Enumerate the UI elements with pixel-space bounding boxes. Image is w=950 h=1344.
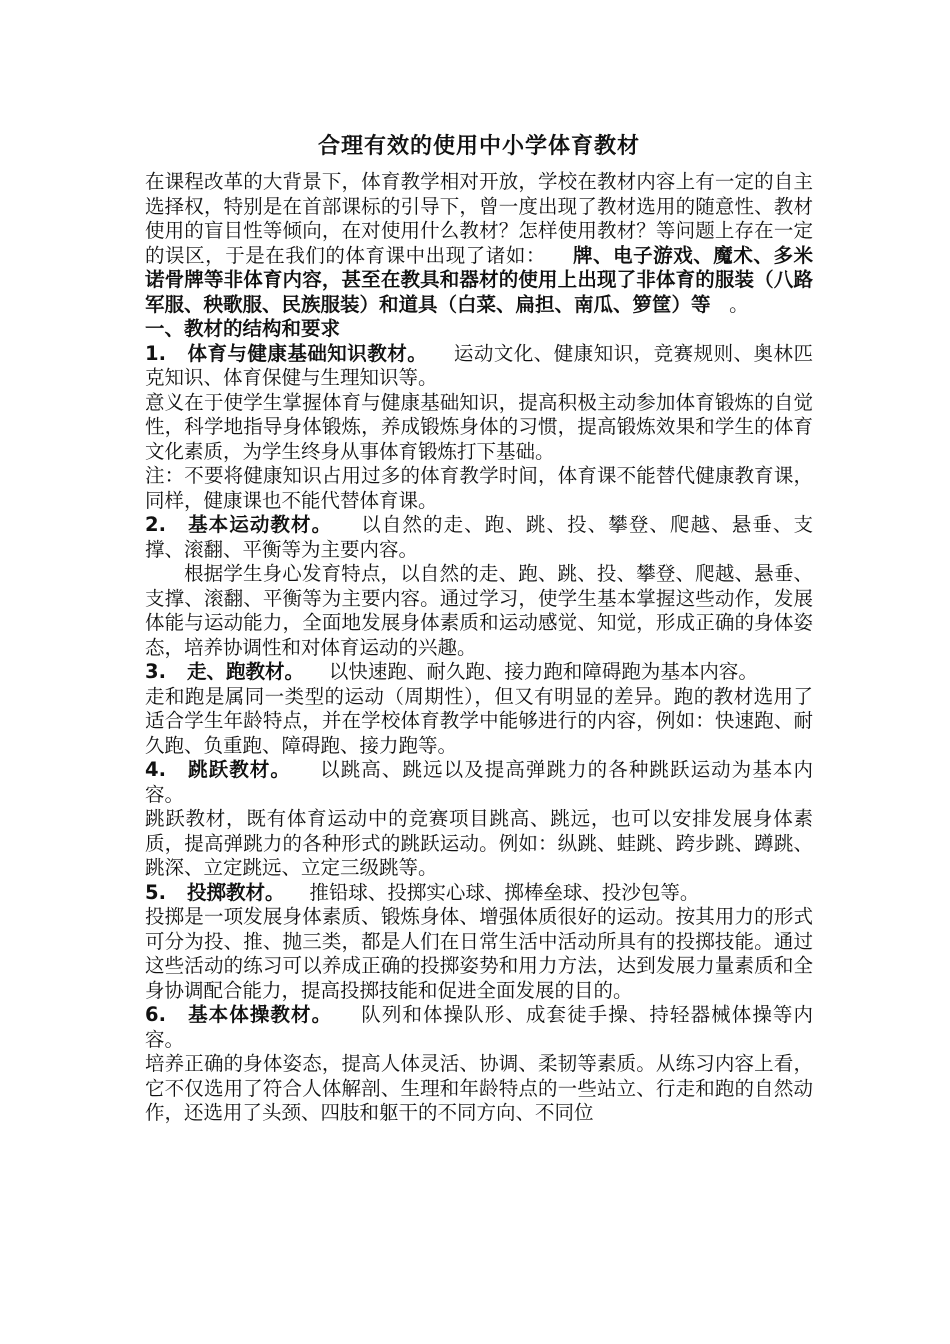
item-summary: 运动文化、健康知识，竞赛规则、奥林匹克知识、体育保健与生理知识等。 bbox=[145, 341, 813, 389]
item-number: 3. bbox=[145, 660, 166, 683]
item-summary: 队列和体操队形、成套徒手操、持轻器械体操等内容。 bbox=[145, 1003, 813, 1051]
intro-end: 。 bbox=[729, 292, 749, 316]
item-number: 4. bbox=[145, 758, 166, 781]
item-heading: 跳跃教材。 bbox=[187, 758, 291, 781]
document-page bbox=[145, 132, 813, 1126]
item-paragraph: 根据学生身心发育特点，以自然的走、跑、跳、投、攀登、爬越、悬垂、支撑、滚翻、平衡等为主要内容。通过学习，使学生基本掌握这些动作，发展体能与运动能力，全面地发展身体素质和运动感觉、知觉，形成正确的身体姿态，培养协调性和对体育运动的兴趣。 bbox=[145, 562, 813, 659]
item-number: 1. bbox=[145, 341, 166, 365]
document-title: 合理有效的使用中小学体育教材 bbox=[317, 134, 640, 159]
item-paragraph: 走和跑是属同一类型的运动（周期性），但又有明显的差异。跑的教材选用了适合学生年龄特点，并在学校体育教学中能够进行的内容，例如：快速跑、耐久跑、负重跑、障碍跑、接力跑等。 bbox=[145, 684, 813, 757]
intro-text: 在课程改革的大背景下，体育教学相对开放，学校在教材内容上有一定的自主选择权，特别是在首部课标的引导下，曾一度出现了教材选用的随意性、教材使用的盲目性等倾向，在对使用什么教材？怎样使用教材？等问题上存在一定的误区，于是在我们的体育课中出现了诸如： bbox=[145, 170, 813, 267]
item-paragraph: 意义在于使学生掌握体育与健康基础知识，提高积极主动参加体育锻炼的自觉性，科学地指导身体锻炼，养成锻炼身体的习惯，提高锻炼效果和学生的体育文化素质，为学生终身从事体育锻炼打下基础。 bbox=[145, 390, 813, 463]
item-heading-line bbox=[145, 513, 813, 562]
item-heading: 走、跑教材。 bbox=[187, 660, 305, 683]
intro-bold-text: 牌、电子游戏、魔术、多米诺骨牌等非体育内容，甚至在教具和器材的使用上出现了非体育的服装（八路军服、秧歌服、民族服装）和道具（白菜、扁担、南瓜、箩筐）等 bbox=[145, 243, 813, 316]
item-list bbox=[145, 342, 813, 1126]
item-number: 5. bbox=[145, 880, 166, 904]
section-heading: 一、教材的结构和要求 bbox=[145, 317, 341, 340]
item-heading-line bbox=[145, 342, 813, 391]
item-paragraph: 跳跃教材，既有体育运动中的竞赛项目跳高、跳远，也可以安排发展身体素质，提高弹跳力的各种形式的跳跃运动。例如：纵跳、蛙跳、跨步跳、蹲跳、跳深、立定跳远、立定三级跳等。 bbox=[145, 807, 813, 879]
item-heading: 投掷教材。 bbox=[187, 880, 285, 904]
item-heading: 基本体操教材。 bbox=[187, 1003, 333, 1026]
item-paragraph: 投掷是一项发展身体素质、锻炼身体、增强体质很好的运动。按其用力的形式可分为投、推、抛三类，都是人们在日常生活中活动所具有的投掷技能。通过这些活动的练习可以养成正确的投掷姿势和用力方法，达到发展力量素质和全身协调配合能力，提高投掷技能和促进全面发展的目的。 bbox=[145, 905, 813, 1002]
item-number: 6. bbox=[145, 1003, 166, 1026]
item-paragraph: 注：不要将健康知识占用过多的体育教学时间，体育课不能替代健康教育课，同样，健康课也不能代替体育课。 bbox=[145, 464, 813, 512]
item-summary: 以快速跑、耐久跑、接力跑和障碍跑为基本内容。 bbox=[328, 660, 758, 683]
intro-paragraph bbox=[145, 170, 813, 317]
item-summary: 以自然的走、跑、跳、投、攀登、爬越、悬垂、支撑、滚翻、平衡等为主要内容。 bbox=[145, 513, 813, 561]
item-heading-line bbox=[145, 1003, 813, 1052]
item-summary: 以跳高、跳远以及提高弹跳力的各种跳跃运动为基本内容。 bbox=[145, 758, 813, 806]
item-heading-line bbox=[145, 758, 813, 807]
item-summary: 推铅球、投掷实心球、掷棒垒球、投沙包等。 bbox=[309, 880, 700, 904]
item-heading: 基本运动教材。 bbox=[187, 513, 333, 536]
item-number: 2. bbox=[145, 513, 166, 536]
item-heading-line bbox=[145, 660, 813, 685]
item-heading-line bbox=[145, 881, 813, 906]
item-heading: 体育与健康基础知识教材。 bbox=[187, 341, 428, 365]
item-paragraph: 培养正确的身体姿态，提高人体灵活、协调、柔韧等素质。从练习内容上看，它不仅选用了符合人体解剖、生理和年龄特点的一些站立、行走和跑的自然动作，还选用了头颈、四肢和躯干的不同方向、不同位 bbox=[145, 1052, 813, 1124]
